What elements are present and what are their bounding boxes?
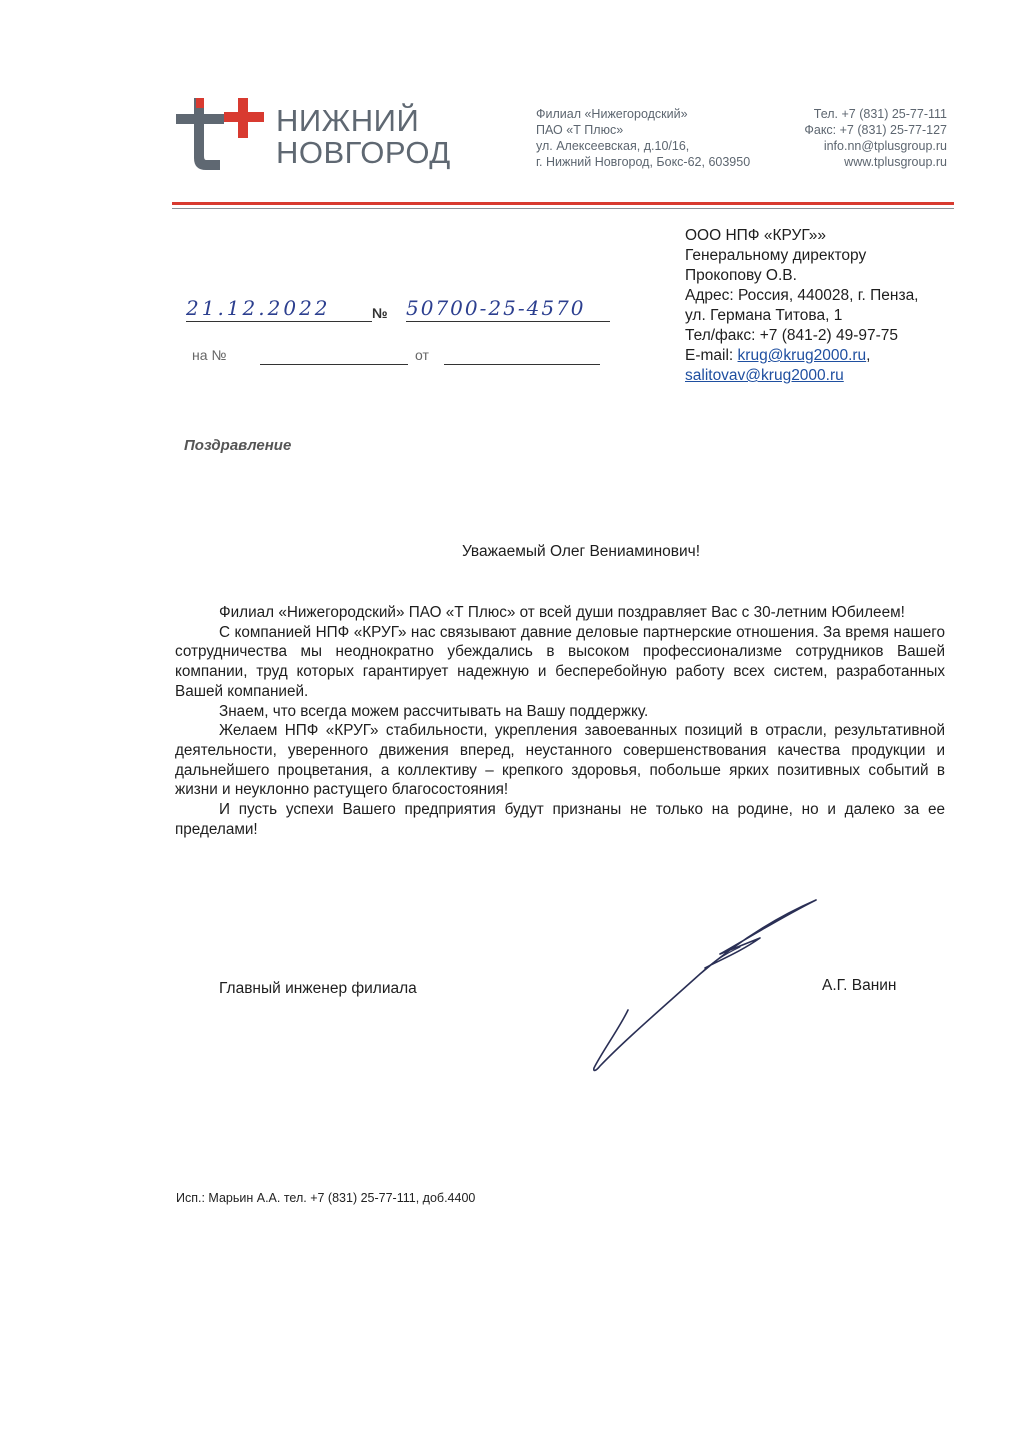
executor-contact: Исп.: Марьин А.А. тел. +7 (831) 25-77-111, доб.4400 xyxy=(176,1191,476,1205)
branch-line: ПАО «Т Плюс» xyxy=(536,123,624,137)
t-plus-logo-icon xyxy=(176,98,268,170)
header-rule-gray xyxy=(172,208,954,209)
email-link-2[interactable]: salitovav@krug2000.ru xyxy=(685,367,844,384)
header-rule-red xyxy=(172,202,954,205)
body-paragraph: Знаем, что всегда можем рассчитывать на Вашу поддержку. xyxy=(219,702,649,720)
recipient-block xyxy=(685,226,919,386)
recipient-email-line xyxy=(685,346,919,366)
body-paragraph: Филиал «Нижегородский» ПАО «Т Плюс» от всей души поздравляет Вас с 30-летним Юбилеем! xyxy=(219,604,905,621)
reference-date-line xyxy=(444,364,600,365)
recipient-org: ООО НПФ «КРУГ»» xyxy=(685,227,826,244)
logo-line-2: НОВГОРОД xyxy=(276,135,451,170)
branch-address xyxy=(536,106,750,170)
branch-line: Филиал «Нижегородский» xyxy=(536,107,688,121)
logo-text xyxy=(276,105,451,169)
reference-from-label: от xyxy=(415,347,429,363)
letter-body xyxy=(175,603,945,839)
signer-title: Главный инженер филиала xyxy=(219,980,417,997)
reference-label: на № xyxy=(192,347,227,363)
registration-date: 21.12.2022 xyxy=(186,296,372,322)
body-paragraph: Желаем НПФ «КРУГ» стабильности, укрепления завоеванных позиций в отрасли, результативной деятельности, уверенного движения вперед, неустанного совершенствования качества продукции и дальнейшего процветания, а коллективу – крепкого здоровья, побольше ярких позитивных событий в жизни и неуклонно растущего благосостояния! xyxy=(175,722,945,799)
branch-line: ул. Алексеевская, д.10/16, xyxy=(536,139,690,153)
salutation-text: Уважаемый Олег Вениаминович! xyxy=(461,543,701,560)
branch-fax: Факс: +7 (831) 25-77-127 xyxy=(804,123,947,137)
branch-contacts xyxy=(804,106,947,170)
branch-line: г. Нижний Новгород, Бокс-62, 603950 xyxy=(536,155,751,169)
recipient-name: Прокопову О.В. xyxy=(685,267,797,284)
registration-number-label: № xyxy=(372,305,388,321)
recipient-position: Генеральному директору xyxy=(685,247,867,264)
email-label: E-mail: xyxy=(685,347,734,364)
salutation xyxy=(0,543,1024,561)
recipient-email-line-2 xyxy=(685,366,919,386)
handwritten-signature xyxy=(580,892,830,1077)
signer-name: А.Г. Ванин xyxy=(822,977,897,994)
branch-phone: Тел. +7 (831) 25-77-111 xyxy=(813,107,947,121)
registration-number: 50700-25-4570 xyxy=(406,296,610,322)
email-separator: , xyxy=(866,347,871,364)
branch-email: info.nn@tplusgroup.ru xyxy=(823,139,947,153)
reference-number-line xyxy=(260,364,408,365)
recipient-address-1: Адрес: Россия, 440028, г. Пенза, xyxy=(685,287,919,304)
branch-website: www.tplusgroup.ru xyxy=(844,155,947,169)
letter-subject: Поздравление xyxy=(184,437,292,454)
body-paragraph: И пусть успехи Вашего предприятия будут признаны не только на родине, но и далеко за ее пределами! xyxy=(175,801,945,838)
email-link-1[interactable]: krug@krug2000.ru xyxy=(737,347,867,364)
logo-line-1: НИЖНИЙ xyxy=(276,103,420,138)
body-paragraph: С компанией НПФ «КРУГ» нас связывают давние деловые партнерские отношения. За время нашего сотрудничества мы неоднократно убеждались в высоком профессионализме сотрудников Вашей компании, труд которых гарантирует надежную и бесперебойную работу всех систем, разработанных Вашей компанией. xyxy=(175,623,945,700)
recipient-phone: Тел/факс: +7 (841-2) 49-97-75 xyxy=(685,327,899,344)
recipient-address-2: ул. Германа Титова, 1 xyxy=(685,307,843,324)
